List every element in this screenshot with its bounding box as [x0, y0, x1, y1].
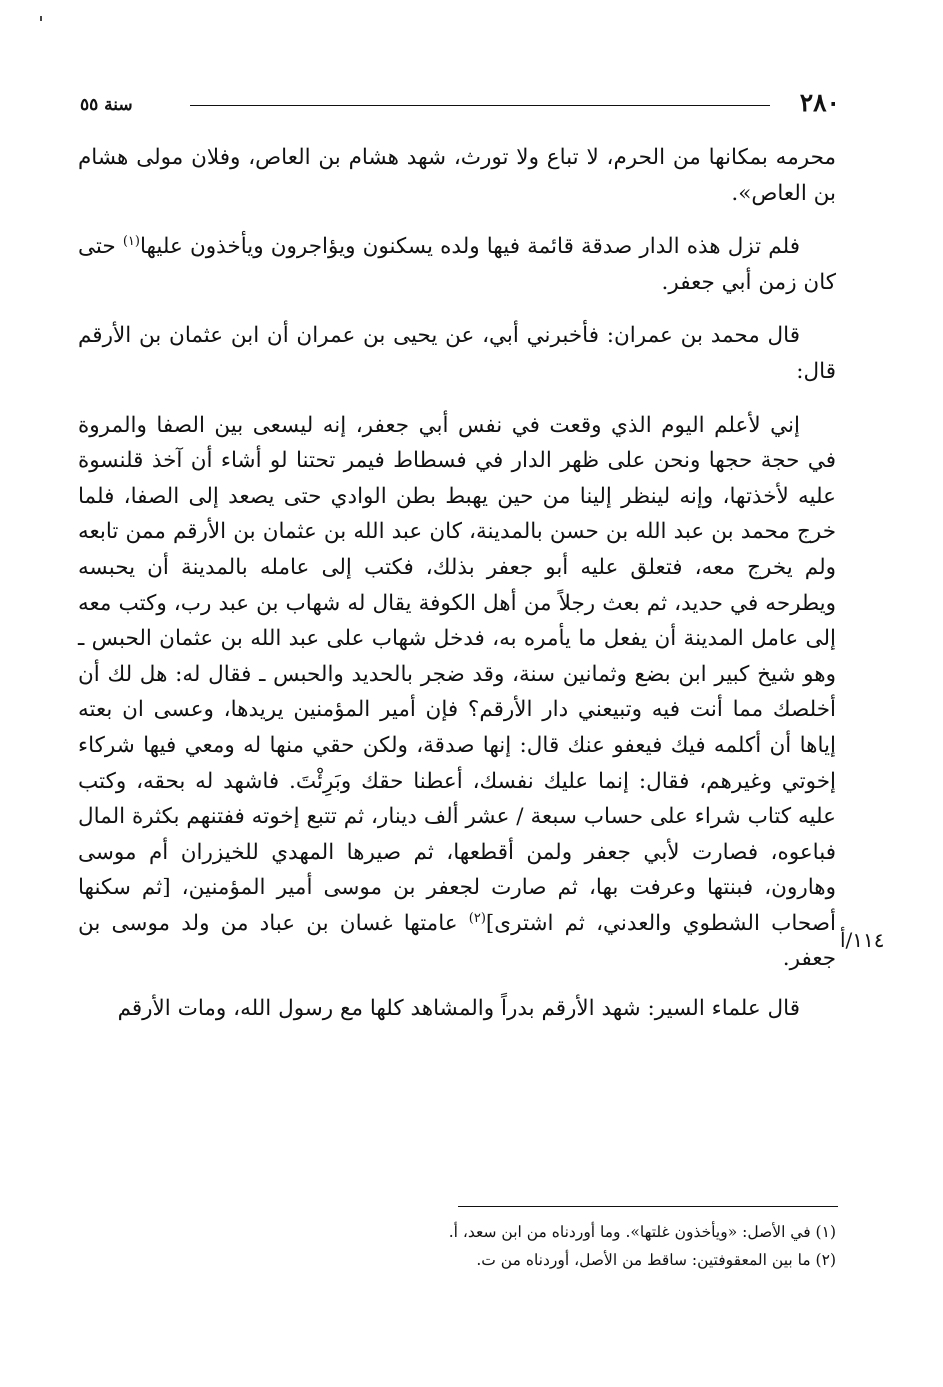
footnote-ref-2: (٢) [468, 910, 486, 926]
paragraph-1: محرمه بمكانها من الحرم، لا تباع ولا تورث، شهد هشام بن العاص، وفلان مولى هشام بن العاص». [78, 145, 836, 206]
scan-speck [40, 16, 42, 21]
footnote-1: (١) في الأصل: «ويأخذون غلتها». وما أوردناه من ابن سعد، أ. [448, 1223, 836, 1241]
page-header [80, 88, 840, 122]
running-title: سنة ٥٥ [80, 95, 133, 115]
main-text [78, 140, 836, 1041]
page-number: ٢٨٠ [799, 88, 840, 117]
paragraph-4 [78, 408, 836, 978]
manuscript-folio-marker: ١١٤/أ [840, 928, 885, 952]
paragraph-2-continuation: حتى كان زمن أبي جعفر. [78, 234, 836, 295]
paragraph-4-text: إني لأعلم اليوم الذي وقعت في نفس أبي جعفر، إنه ليسعى بين الصفا والمروة في حجة حجها ونحن على ظهر الدار في فسطاط فيمر تحتنا لو أشاء أن آخذ قلنسوة عليه لأخذتها، وإنه لينظر إلينا من حين يهبط بطن الوادي حتى يصعد إلى الصفا، فلما خرج محمد بن عبد الله بن حسن بالمدينة، كان عبد الله بن عثمان بن الأرقم ممن تابعه ولم يخرج معه، فتعلق عليه أبو جعفر بذلك، فكتب إلى عامله بالمدينة أن يحبسه ويطرحه في حديد، ثم بعث رجلاً من أهل الكوفة يقال له شهاب بن عبد رب، وكتب معه إلى عامل المدينة أن يفعل ما يأمره به، فدخل شهاب على عبد الله بن عثمان الحبس ـ وهو شيخ كبير ابن بضع وثمانين سنة، وقد ضجر بالحديد والحبس ـ فقال له: هل لك أن أخلصك مما أنت فيه وتبيعني دار الأرقم؟ فإن أمير المؤمنين يريدها، وعسى ان بعته إياها أن أكلمه فيك فيعفو عنك قال: إنها صدقة، ولكن حقي منها له ومعي فيها شركاء إخوتي وغيرهم، فقال: إنما عليك نفسك، أعطنا حقك وبَرِئْتَ. فاشهد له بحقه، وكتب عليه كتاب شراء على حساب سبعة / عشر ألف دينار، ثم تتبع إخوته ففتنهم بكثرة المال فباعوه، فصارت لأبي جعفر ولمن أقطعها، ثم صيرها المهدي للخيزران أم موسى وهارون، فبنتها وعرفت بها، ثم صارت لجعفر بن موسى أمير المؤمنين، [ثم سكنها أصحاب الشطوي والعدني، ثم اشترى] [78, 412, 836, 936]
footnotes [80, 1218, 836, 1274]
header-rule [190, 105, 770, 106]
paragraph-2-text: فلم تزل هذه الدار صدقة قائمة فيها ولده يسكنون ويؤاجرون ويأخذون عليها [139, 234, 800, 260]
paragraph-4-continuation: عامتها غسان بن عباد من ولد موسى بن جعفر. [78, 910, 836, 972]
paragraph-2 [78, 229, 836, 300]
paragraph-3: قال محمد بن عمران: فأخبرني أبي، عن يحيى بن عمران أن ابن عثمان بن الأرقم قال: [78, 323, 836, 384]
footnote-ref-1: (١) [122, 234, 140, 250]
footnote-separator [458, 1206, 838, 1207]
footnote-2: (٢) ما بين المعقوفتين: ساقط من الأصل، أوردناه من ت. [476, 1251, 836, 1269]
paragraph-5: قال علماء السير: شهد الأرقم بدراً والمشاهد كلها مع رسول الله، ومات الأرقم [117, 996, 800, 1022]
